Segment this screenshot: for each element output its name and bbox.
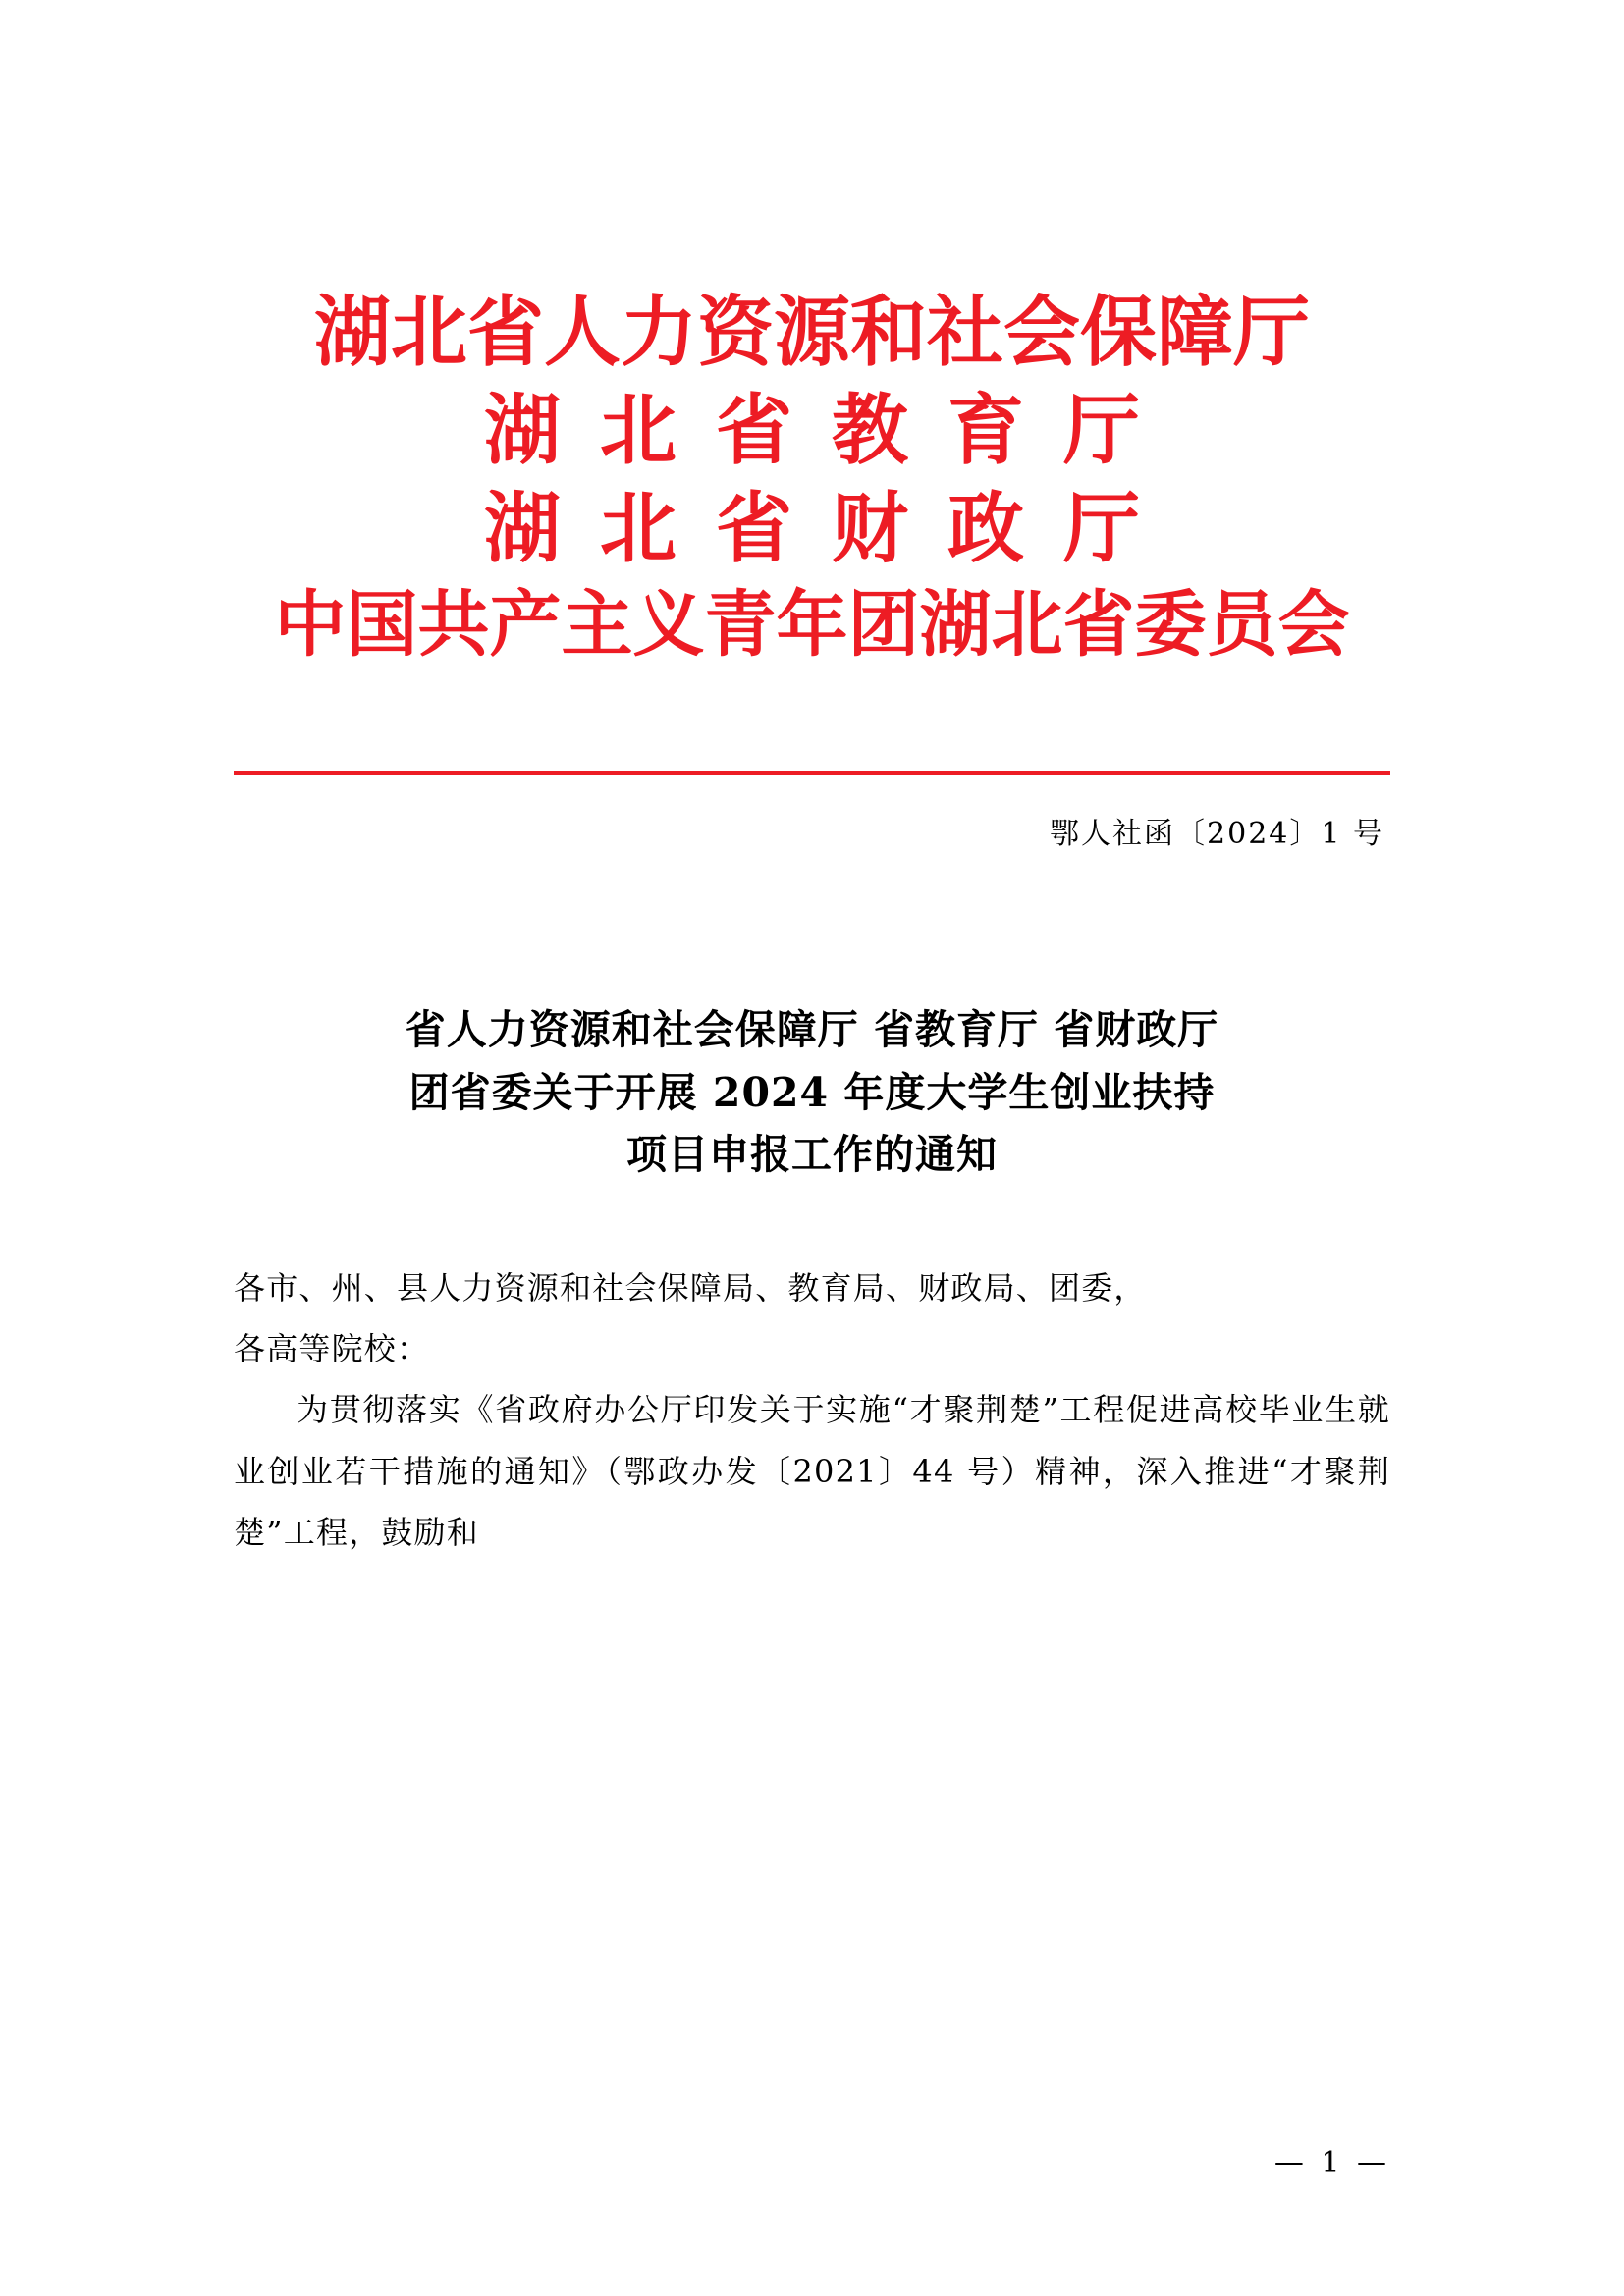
page-number: — 1 — (1273, 2146, 1390, 2180)
title-line-1: 省人力资源和社会保障厅 省教育厅 省财政厅 (405, 1006, 1219, 1053)
letterhead (234, 0, 1390, 667)
letterhead-line-2: 湖北省教育厅 (483, 386, 1179, 475)
document-number: 鄂人社函〔2024〕1 号 (1050, 817, 1384, 851)
title-line-2: 团省委关于开展 2024 年度大学生创业扶持 (408, 1068, 1216, 1116)
document-body (234, 1257, 1390, 1564)
letterhead-line-1: 湖北省人力资源和社会保障厅 (313, 288, 1310, 377)
recipient-line-1: 各市、州、县人力资源和社会保障局、教育局、财政局、团委， (234, 1268, 1147, 1307)
body-paragraph-1: 为贯彻落实《省政府办公厅印发关于实施“才聚荆楚”工程促进高校毕业生就业创业若干措施的通知》（鄂政办发〔2021〕44 号）精神，深入推进“才聚荆楚”工程，鼓励和 (234, 1391, 1390, 1552)
document-number-block (234, 771, 1390, 852)
recipient-line-2: 各高等院校： (234, 1330, 430, 1368)
red-divider-rule (234, 771, 1390, 775)
letterhead-line-3: 湖北省财政厅 (483, 484, 1179, 573)
page-title (234, 999, 1390, 1187)
letterhead-line-4: 中国共产主义青年团湖北省委员会 (274, 582, 1350, 667)
title-line-3: 项目申报工作的通知 (626, 1131, 998, 1179)
